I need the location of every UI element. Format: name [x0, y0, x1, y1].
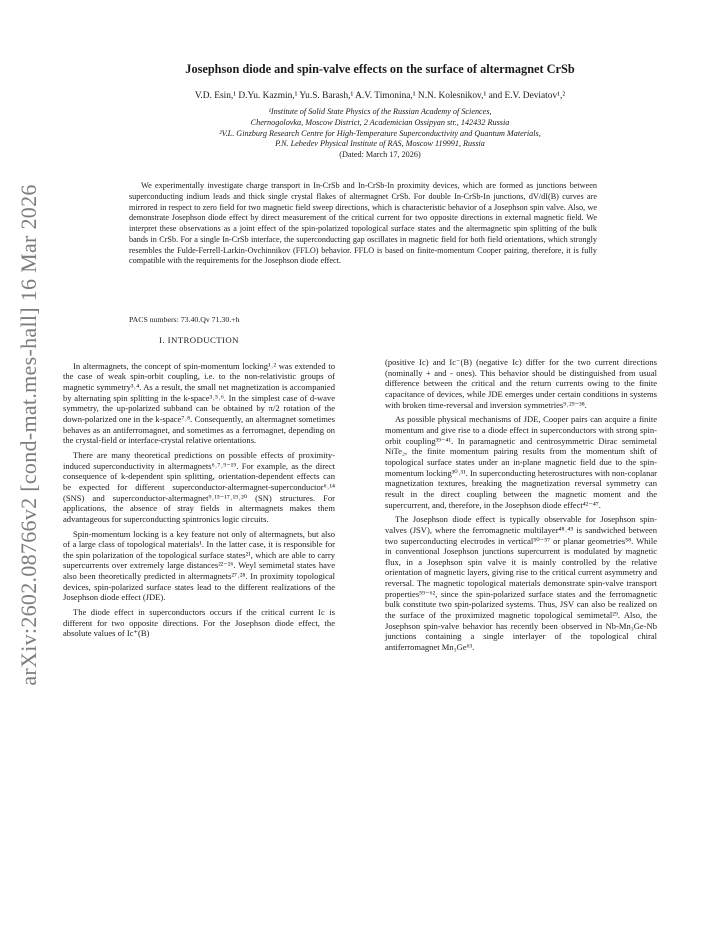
section-heading: I. INTRODUCTION: [159, 335, 239, 345]
affiliation-line: ¹Institute of Solid State Physics of the Russian Academy of Sciences,: [268, 107, 492, 116]
pacs-numbers: PACS numbers: 73.40.Qv 71.30.+h: [129, 315, 240, 324]
affiliations-block: [80, 107, 680, 161]
paragraph: Spin-momentum locking is a key feature not only of altermagnets, but also of a large class of topological materials¹. In the latter case, it is responsible for the spin polarization of the topological surface states²¹, which are able to carry supercurrents over extremely large distances²²⁻²⁶. Weyl semimetal states have also been theoretically predicted in altermagnets²⁷˒²⁸. In proximity topological devices, spin-polarized surface states lead to the different realizations of the Josephson diode effect (JDE).: [63, 528, 335, 603]
author-list: V.D. Esin,¹ D.Yu. Kazmin,¹ Yu.S. Barash,¹ A.V. Timonina,¹ N.N. Kolesnikov,¹ and E.V. Deviatov¹,²: [194, 91, 566, 101]
affiliation-line: ²V.L. Ginzburg Research Centre for High-Temperature Superconductivity and Quantum Materials,: [219, 128, 541, 138]
paper-date: (Dated: March 17, 2026): [339, 150, 421, 160]
abstract: We experimentally investigate charge transport in In-CrSb and In-CrSb-In proximity devices, which are formed as junctions between superconducting indium leads and thick single crystal flakes of altermagnet CrSb. For double In-CrSb-In junctions, dV/dI(B) curves are mirrored in respect to zero field for two magnetic field sweep directions, which is characteristic behavior of a Josephson spin valve. Also, we demonstrate Josephson diode effect by direct measurement of the critical current for two opposite directions in external magnetic field. We interpret these observations as a joint effect of the spin-polarized topological surface states and the altermagnetic spin splitting of the bulk bands in CrSb. For a single In-CrSb interface, the superconducting gap oscillates in magnetic field for both field orientations, which strongly resembles the Fulde-Ferrell-Larkin-Ovchinnikov (FFLO) behavior. FFLO is based on finite-momentum Cooper pairing, therefore, it is fully compatible with the requirements for the Josephson diode effect.: [129, 181, 597, 266]
paragraph: The Josephson diode effect is typically observable for Josephson spin-valves (JSV), where the ferromagnetic multilayer⁴⁸˒⁴⁹ is sandwiched between two superconducting electrodes in vertical⁵⁰⁻⁵⁷ or planar geometries⁵⁸. While in conventional Josephson junctions supercurrent is modulated by magnetic flux, in a Josephson spin valve it is mainly controlled by the relative orientation of magnetic layers, giving rise to the critical current asymmetry and reversal. The magnetic topological materials demonstrate spin-valve transport properties⁵⁹⁻⁶², since the spin-polarized surface states and the ferromagnetic bulk constitute two spin-polarized systems. Thus, JSV can also be realized on the surface of the proximized magnetic topological semimetal²⁹. Also, the Josephson spin-valve behavior has recently been observed in Nb-Mn₃Ge-Nb junctions containing a single interlayer of the topological chiral antiferromagnet Mn₃Ge⁶³.: [385, 514, 657, 653]
affiliation-line: Chernogolovka, Moscow District, 2 Academician Ossipyan str., 142432 Russia: [250, 117, 510, 127]
paper-title: Josephson diode and spin-valve effects on the surface of altermagnet CrSb: [185, 62, 575, 76]
paragraph: As possible physical mechanisms of JDE, Cooper pairs can acquire a finite momentum and give rise to a diode effect in superconductors with strong spin-orbit coupling³⁹⁻⁴¹. In paramagnetic and centrosymmetric Dirac semimetal NiTe₂, the finite momentum pairing results from the momentum shift of topological surface states under an in-plane magnetic field due to the spin-momentum locking³⁰˒³¹. In superconducting heterostructures with non-coplanar magnetization textures, breaking the magnetization reversal symmetry can result in the direct coupling between the magnetic moment and the supercurrent, and, therefore, in the Josephson diode effect⁴²⁻⁴⁷.: [385, 414, 657, 510]
paragraph: In altermagnets, the concept of spin-momentum locking¹˒² was extended to the case of weak spin-orbit coupling, i.e. to the non-relativistic groups of magnetic symmetry³˒⁴. As a result, the small net magnetization is accompanied by alternating spin splitting in the k-space³˒⁵˒⁶. In the simplest case of d-wave symmetry, the up-polarized subband can be obtained by π/2 rotation of the down-polarized one in the k-space⁷˒⁸. Consequently, an altermagnet sometimes behaves as an antiferromagnet, and sometimes as a ferromagnet, depending on the crystal-field or interface-crystal relative orientations.: [63, 360, 335, 446]
paragraph: The diode effect in superconductors occurs if the critical current Ic is different for two opposite directions. For the Josephson diode effect, the absolute values of Ic⁺(B): [63, 607, 335, 639]
paragraph: (positive Ic) and Ic⁻(B) (negative Ic) differ for the two current directions (nominally + and - ones). This behavior should be distinguished from usual difference between the critical and the return currents owing to the finite capacitance of devices, while JDE emerges under certain conditions in systems with broken time-reversal and inversion symmetries⁹˒²⁹⁻³⁸.: [385, 357, 657, 410]
paragraph: There are many theoretical predictions on possible effects of proximity-induced superconductivity in altermagnets⁶˒⁷˒⁹⁻¹⁹. For example, as the direct consequence of k-dependent spin splitting, orientation-dependent effects can be expected for different superconductor-altermagnet-superconductor⁶˒¹⁴ (SNS) and superconductor-altermagnet⁹˒¹⁵⁻¹⁷˒¹⁹˒²⁰ (SN) structures. For applications, the absence of stray fields in altermagnets makes them advantageous for superconducting spintronics logic circuits.: [63, 449, 335, 524]
arxiv-id-text: arXiv:2602.08766v2 [cond-mat.mes-hall] 16 Mar 2026: [16, 184, 41, 686]
arxiv-identifier-stamp: [14, 184, 44, 686]
right-column: [385, 357, 657, 653]
affiliation-line: P.N. Lebedev Physical Institute of RAS, Moscow 119991, Russia: [275, 139, 485, 149]
left-column: [63, 335, 335, 639]
